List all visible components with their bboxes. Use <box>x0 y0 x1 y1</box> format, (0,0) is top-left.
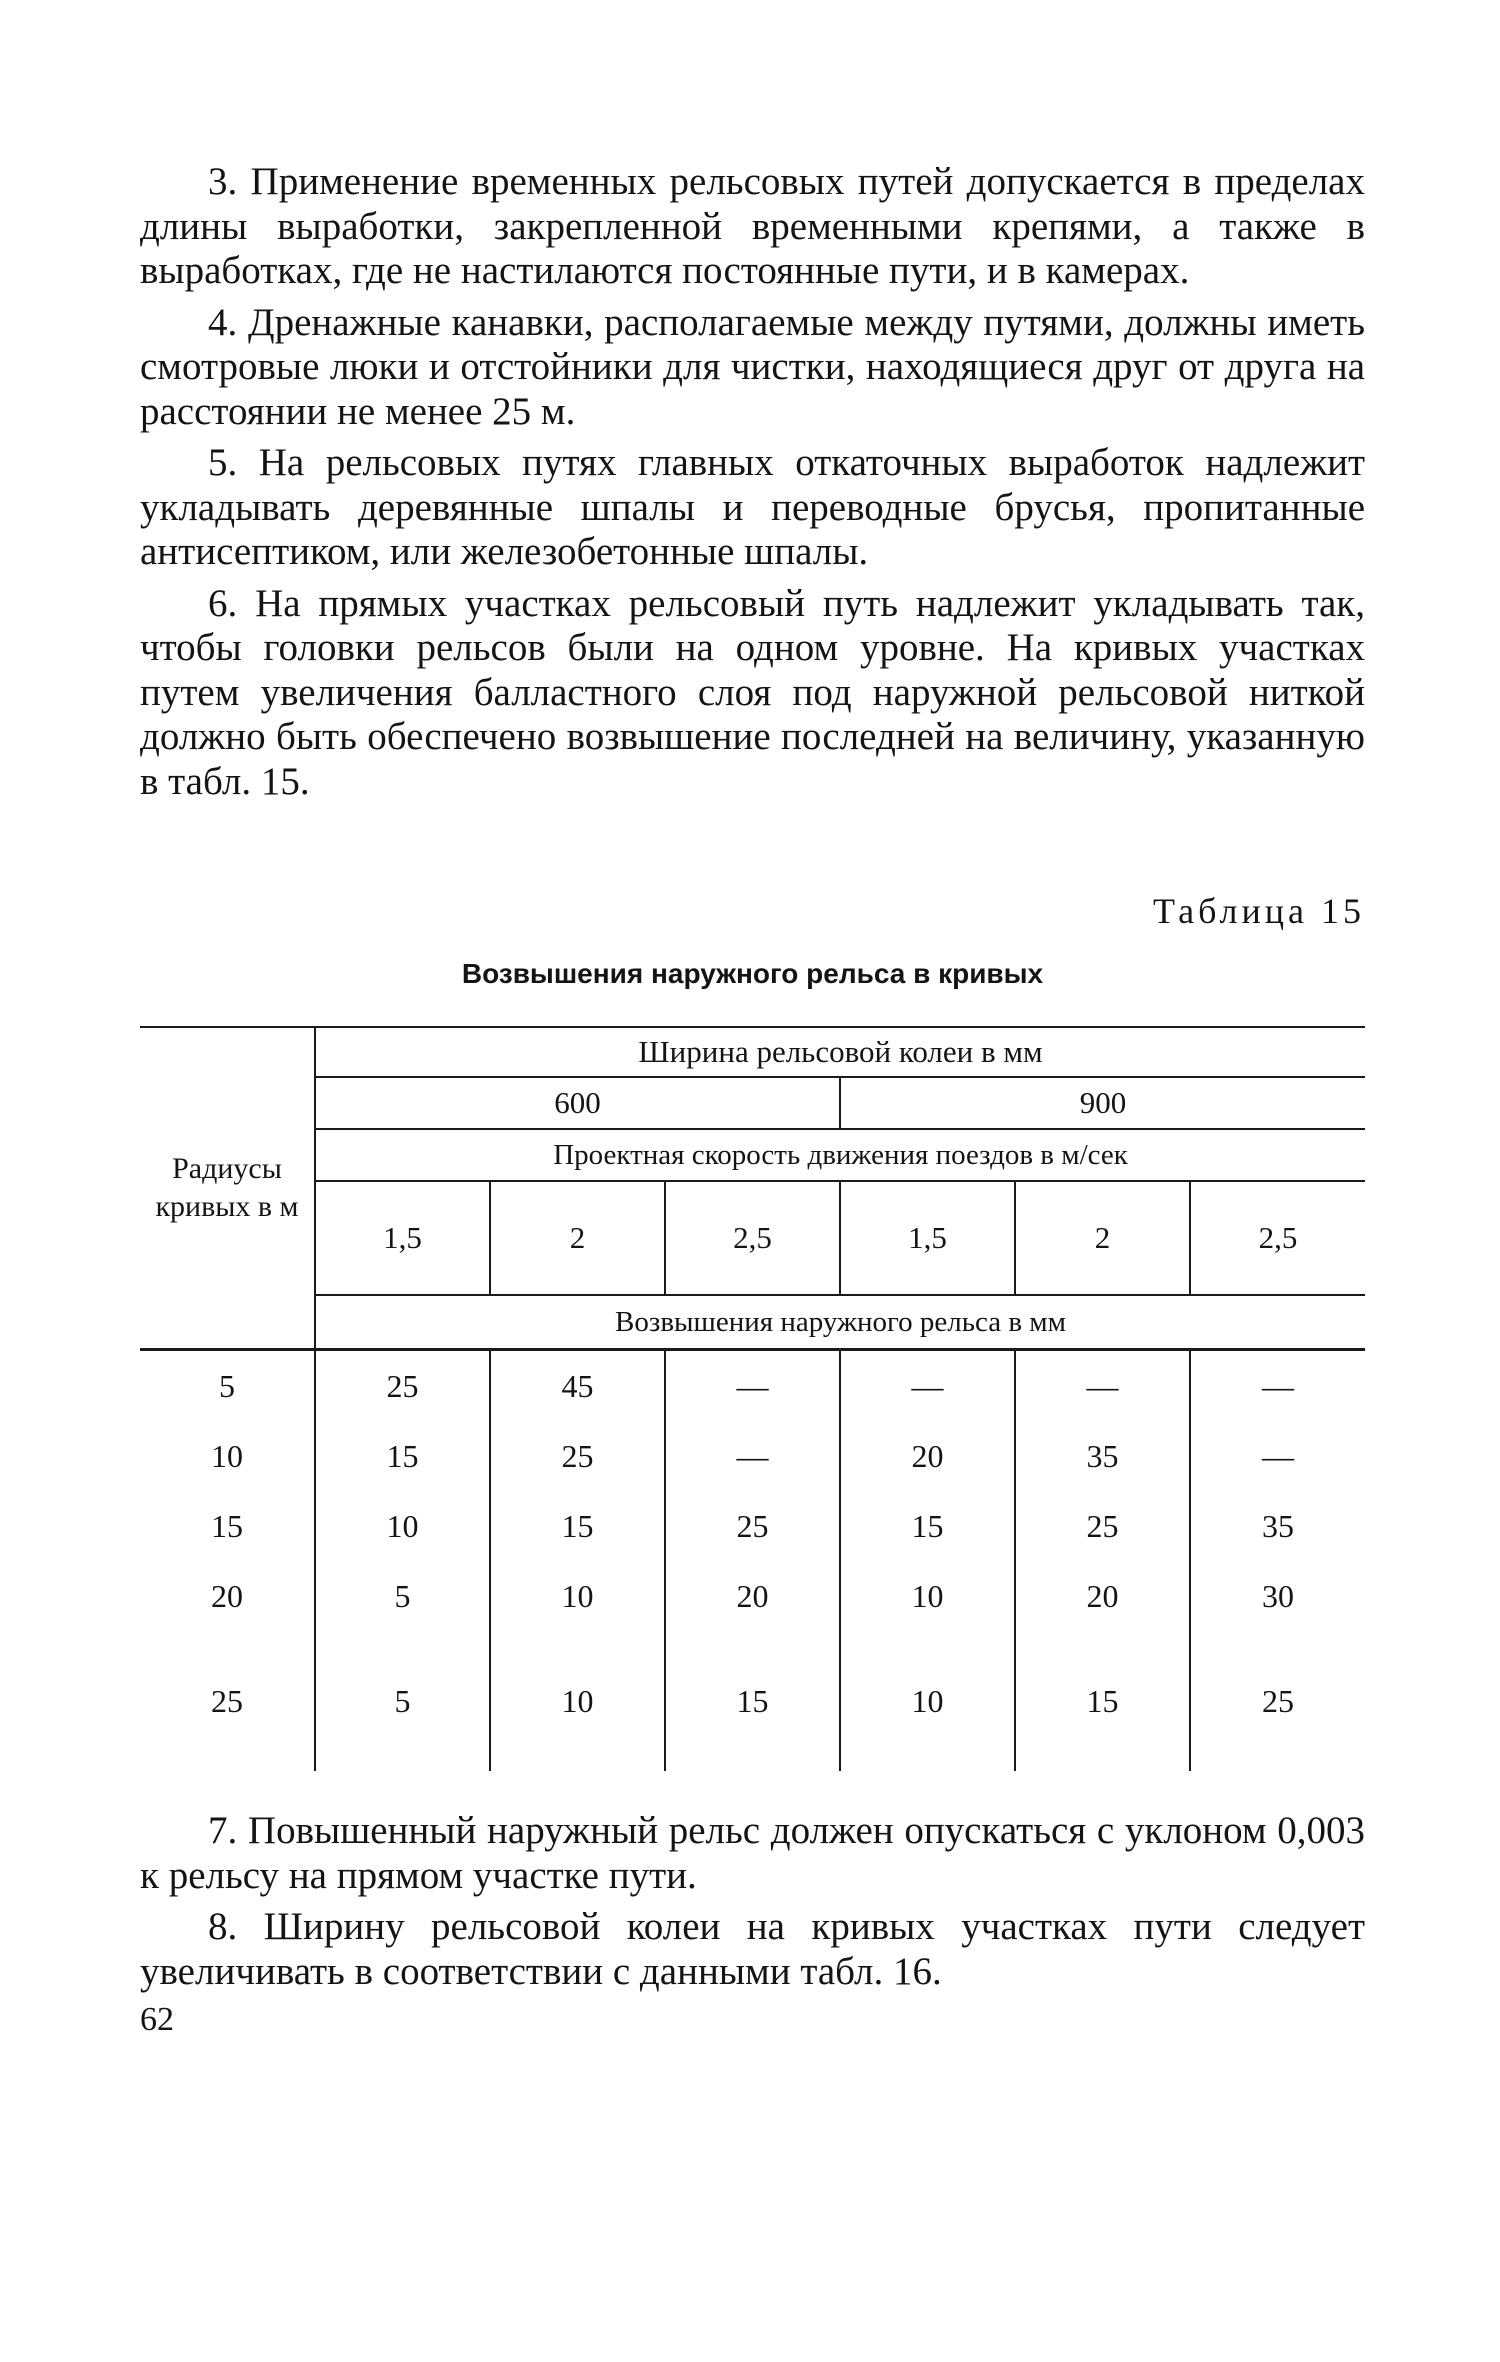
width-header: Ширина рельсовой колеи в мм <box>315 1027 1365 1077</box>
value-cell: 35 <box>1262 1507 1295 1544</box>
paragraph-8: 8. Ширину рельсовой колеи на кривых участках пути следует увеличивать в соответствии с данными табл. 16. <box>140 1905 1365 1993</box>
value-cell: 15 <box>840 1491 1015 1561</box>
value-cell: 35 <box>1015 1421 1190 1491</box>
table-row <box>140 1350 1365 1422</box>
table-row <box>140 1561 1365 1631</box>
value-cell: 30 <box>1262 1577 1295 1614</box>
elevation-header: Возвышения наружного рельса в мм <box>315 1295 1365 1350</box>
paragraph-3: 3. Применение временных рельсовых путей допускается в пределах длины выработки, закрепленной временными крепями, а также в выработках, где не настилаются постоянные пути, и в камерах. <box>140 160 1365 292</box>
table-label: Таблица 15 <box>1153 891 1365 931</box>
speed-value: 2,5 <box>1190 1181 1365 1295</box>
value-cell: — <box>1015 1350 1190 1422</box>
radius-header-line1: Радиусы <box>172 1152 282 1185</box>
speed-value: 2 <box>1015 1181 1190 1295</box>
radius-cell: 25 <box>140 1631 315 1771</box>
paragraph-7: 7. Повышенный наружный рельс должен опускаться с уклоном 0,003 к рельсу на прямом участке пути. <box>140 1809 1365 1897</box>
value-cell: 20 <box>1015 1561 1190 1631</box>
value-cell: — <box>1262 1367 1295 1404</box>
value-cell: 25 <box>665 1491 840 1561</box>
speed-value: 1,5 <box>315 1181 490 1295</box>
value-cell: 15 <box>490 1491 665 1561</box>
value-cell: 45 <box>490 1350 665 1422</box>
table-row <box>140 1421 1365 1491</box>
radius-cell: 20 <box>140 1561 315 1631</box>
value-cell: 10 <box>315 1491 490 1561</box>
value-cell: — <box>665 1350 840 1422</box>
speed-value: 2,5 <box>665 1181 840 1295</box>
value-cell: 5 <box>315 1631 490 1771</box>
value-cell: 25 <box>490 1421 665 1491</box>
table-row <box>140 1491 1365 1561</box>
value-cell: 25 <box>1015 1491 1190 1561</box>
header-row-gauge <box>140 1077 1365 1129</box>
paragraph-4: 4. Дренажные канавки, располагаемые между путями, должны иметь смотровые люки и отстойники для чистки, находящиеся друг от друга на расстоянии не менее 25 м. <box>140 300 1365 433</box>
header-row-width <box>140 1027 1365 1077</box>
elevation-table <box>140 1026 1365 1771</box>
radius-cell: 15 <box>140 1491 315 1561</box>
gauge-900: 900 <box>840 1077 1365 1129</box>
paragraph-6: 6. На прямых участках рельсовый путь надлежит укладывать так, чтобы головки рельсов были на одном уровне. На кривых участках путем увеличения балластного слоя под наружной рельсовой ниткой должно быть обеспечено возвышение последней на величину, указанную в табл. 15. <box>140 581 1365 803</box>
speed-header: Проектная скорость движения поездов в м/сек <box>315 1129 1365 1181</box>
value-cell: 10 <box>490 1561 665 1631</box>
header-row-speed-values <box>140 1181 1365 1295</box>
value-cell: — <box>665 1421 840 1491</box>
speed-value: 2 <box>490 1181 665 1295</box>
gauge-600: 600 <box>315 1077 840 1129</box>
radius-cell: 10 <box>140 1421 315 1491</box>
header-row-elevation <box>140 1295 1365 1350</box>
value-cell: 25 <box>1262 1682 1295 1719</box>
value-cell: 15 <box>1015 1631 1190 1771</box>
value-cell: 20 <box>840 1421 1015 1491</box>
page-number: 62 <box>140 2001 174 2038</box>
after-table-text <box>140 1809 1365 1994</box>
value-cell: 10 <box>840 1561 1015 1631</box>
value-cell: 25 <box>315 1350 490 1422</box>
value-cell: 15 <box>665 1631 840 1771</box>
table-title: Возвышения наружного рельса в кривых <box>461 958 1044 989</box>
document-page <box>140 160 1365 2039</box>
value-cell: 5 <box>315 1561 490 1631</box>
table-row <box>140 1631 1365 1771</box>
radius-header <box>140 1027 315 1350</box>
speed-value: 1,5 <box>840 1181 1015 1295</box>
value-cell: 20 <box>665 1561 840 1631</box>
paragraph-5: 5. На рельсовых путях главных откаточных выработок надлежит укладывать деревянные шпалы и переводные брусья, пропитанные антисептиком, или железобетонные шпалы. <box>140 441 1365 573</box>
value-cell: 15 <box>315 1421 490 1491</box>
radius-cell: 5 <box>140 1350 315 1422</box>
value-cell: 10 <box>490 1631 665 1771</box>
header-row-speed <box>140 1129 1365 1181</box>
value-cell: — <box>1262 1437 1295 1474</box>
value-cell: — <box>840 1350 1015 1422</box>
value-cell: 10 <box>840 1631 1015 1771</box>
radius-header-line2: кривых в м <box>155 1190 299 1223</box>
